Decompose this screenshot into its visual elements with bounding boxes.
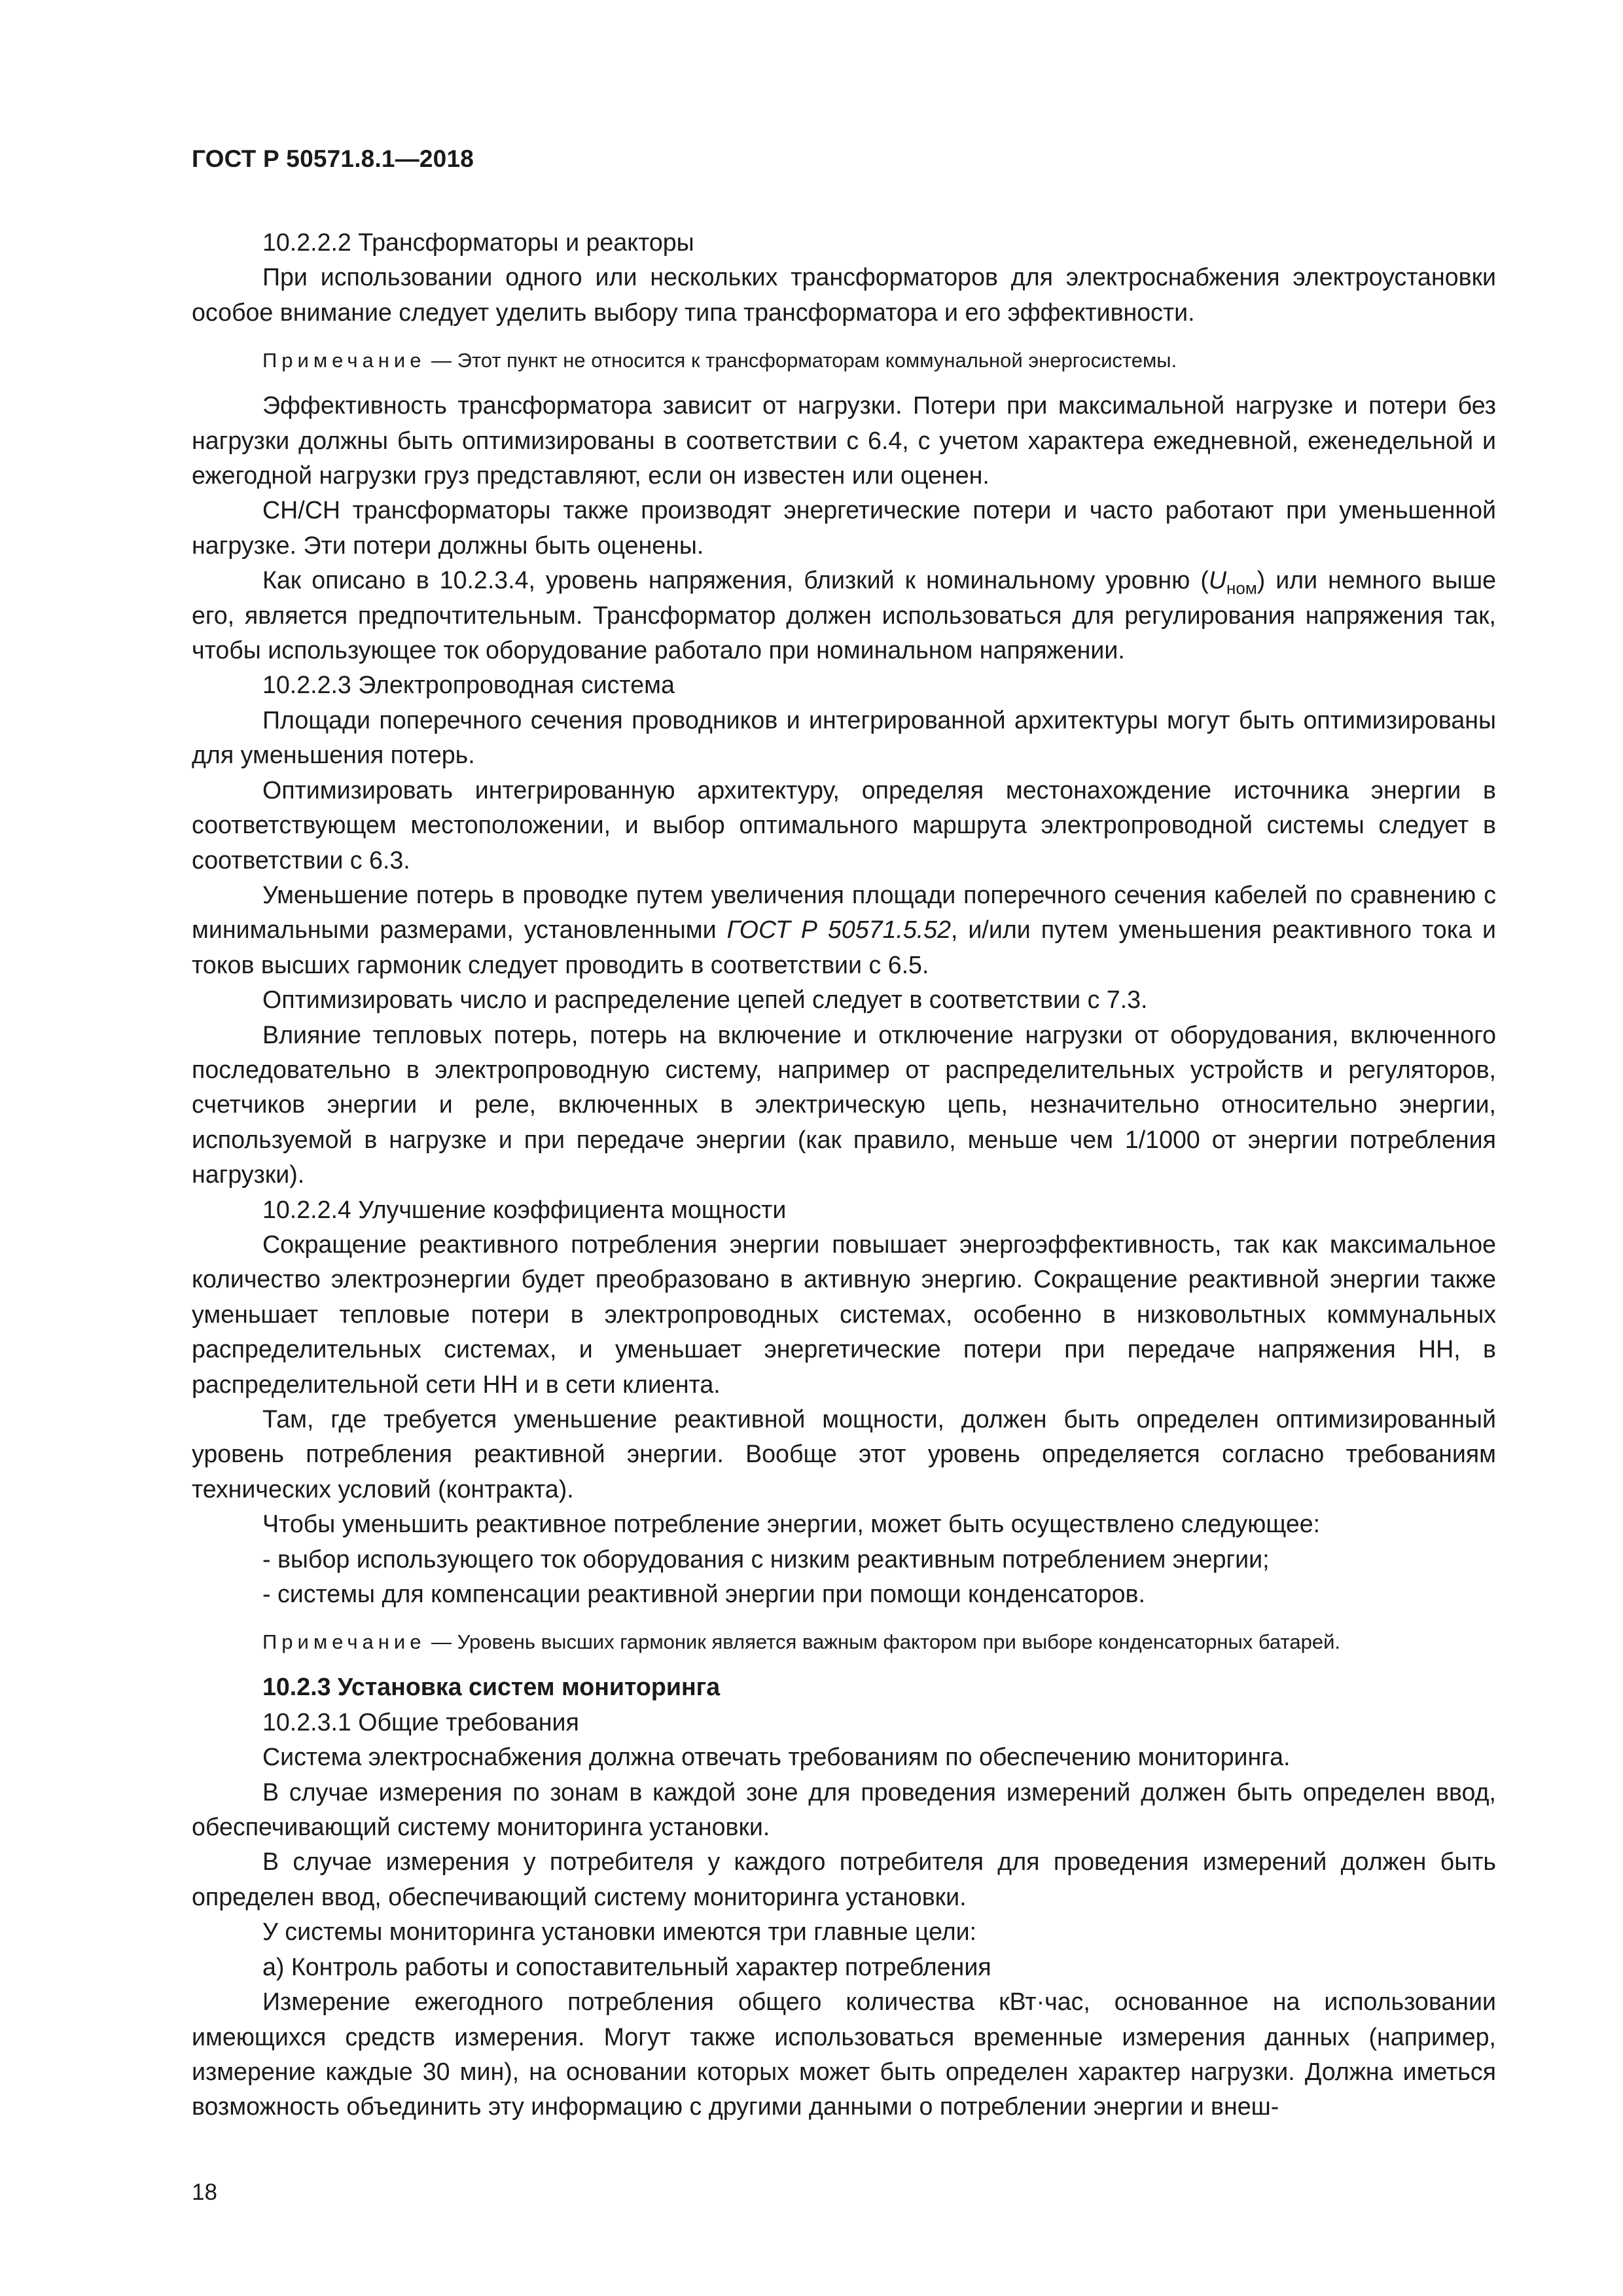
- note-label: Примечание: [262, 1630, 426, 1654]
- paragraph: Влияние тепловых потерь, потерь на включение и отключение нагрузки от оборудования, включенного последовательно в электропроводную систему, например от распределительных устройств и регуляторов, счетчиков энергии и реле, включенных в электрическую цепь, незначительно относительно энергии, используемой в нагрузке и при передаче энергии (как правило, меньше чем 1/1000 от энергии потребления нагрузки).: [192, 1020, 1496, 1189]
- note: [192, 1627, 1496, 1657]
- paragraph: Там, где требуется уменьшение реактивной мощности, должен быть определен оптимизированный уровень потребления реактивной энергии. Вообще этот уровень определяется согласно требованиям технических условий (контракта).: [192, 1405, 1496, 1503]
- paragraph: Сокращение реактивного потребления энергии повышает энергоэффективность, так как максимальное количество электроэнергии будет преобразовано в активную энергию. Сокращение реактивной энергии также уменьшает тепловые потери в электропроводных системах, особенно в низковольтных коммунальных распределительных системах, и уменьшает энергетические потери при передаче напряжения НН, в распределительной сети НН и в сети клиента.: [192, 1230, 1496, 1398]
- list-item: - выбор использующего ток оборудования с низким реактивным потреблением энергии;: [262, 1545, 1270, 1573]
- voltage-subscript: ном: [1226, 578, 1257, 598]
- text-run: Уменьшение потерь в проводке путем увеличения площади поперечного сечения кабелей по сравнению с минимальными размерами, установленными: [192, 880, 1496, 944]
- paragraph: Измерение ежегодного потребления общего количества кВт·час, основанное на использовании имеющихся средств измерения. Могут также использоваться временные измерения данных (например, измерение каждые 30 мин), на основании которых может быть определен характер нагрузки. Должна иметься возможность объединить эту информацию с другими данными о потреблении энергии и внеш-: [192, 1988, 1496, 2121]
- text-run: ) или немного выше его, является предпочтительным. Трансформатор должен использоваться для регулирования напряжения так, чтобы использующее ток оборудование работало при номинальном напряжении.: [192, 566, 1496, 664]
- paragraph: Система электроснабжения должна отвечать требованиям по обеспечению мониторинга.: [262, 1743, 1291, 1771]
- list-item: - системы для компенсации реактивной энергии при помощи конденсаторов.: [262, 1580, 1145, 1608]
- document-body: [192, 225, 1496, 2125]
- paragraph: Площади поперечного сечения проводников и интегрированной архитектуры могут быть оптимизированы для уменьшения потерь.: [192, 706, 1496, 769]
- page-number: 18: [192, 2179, 217, 2205]
- paragraph: При использовании одного или нескольких трансформаторов для электроснабжения электроустановки особое внимание следует уделить выбору типа трансформатора и его эффективности.: [192, 263, 1496, 326]
- text-run: , и/или путем уменьшения реактивного тока и токов высших гармоник следует проводить в соответствии с 6.5.: [192, 916, 1496, 978]
- paragraph: У системы мониторинга установки имеются три главные цели:: [262, 1918, 977, 1946]
- paragraph: Эффективность трансформатора зависит от нагрузки. Потери при максимальной нагрузке и потери без нагрузки должны быть оптимизированы в соответствии с 6.4, с учетом характера ежедневной, еженедельной и ежегодной нагрузки груз представляют, если он известен или оценен.: [192, 391, 1496, 490]
- paragraph: Оптимизировать интегрированную архитектуру, определяя местонахождение источника энергии в соответствующем местоположении, и выбор оптимального маршрута электропроводной системы следует в соответствии с 6.3.: [192, 776, 1496, 874]
- note-text: — Уровень высших гармоник является важным фактором при выборе конденсаторных батарей.: [425, 1630, 1340, 1654]
- paragraph: [192, 878, 1496, 982]
- document-header: ГОСТ Р 50571.8.1—2018: [192, 145, 474, 172]
- section-heading: 10.2.2.4 Улучшение коэффициента мощности: [262, 1195, 787, 1223]
- paragraph: СН/СН трансформаторы также производят энергетические потери и часто работают при уменьшенной нагрузке. Эти потери должны быть оценены.: [192, 496, 1496, 559]
- paragraph: Оптимизировать число и распределение цепей следует в соответствии с 7.3.: [262, 986, 1148, 1014]
- section-heading: 10.2.2.3 Электропроводная система: [262, 671, 675, 699]
- paragraph: [192, 563, 1496, 668]
- subsection-heading: 10.2.3 Установка систем мониторинга: [262, 1673, 721, 1701]
- note-text: — Этот пункт не относится к трансформаторам коммунальной энергосистемы.: [425, 349, 1177, 372]
- note: [192, 346, 1496, 375]
- voltage-symbol: U: [1208, 566, 1226, 594]
- note-label: Примечание: [262, 349, 426, 372]
- list-item: а) Контроль работы и сопоставительный характер потребления: [262, 1952, 991, 1981]
- section-heading: 10.2.3.1 Общие требования: [262, 1708, 579, 1736]
- text-run: Как описано в 10.2.3.4, уровень напряжения, близкий к номинальному уровню (: [262, 566, 1209, 594]
- paragraph: В случае измерения у потребителя у каждого потребителя для проведения измерений должен быть определен ввод, обеспечивающий систему мониторинга установки.: [192, 1848, 1496, 1910]
- paragraph: В случае измерения по зонам в каждой зоне для проведения измерений должен быть определен ввод, обеспечивающий систему мониторинга установки.: [192, 1778, 1496, 1841]
- standard-reference: ГОСТ Р 50571.5.52: [726, 916, 951, 944]
- paragraph: Чтобы уменьшить реактивное потребление энергии, может быть осуществлено следующее:: [262, 1510, 1321, 1538]
- section-heading: 10.2.2.2 Трансформаторы и реакторы: [262, 228, 694, 256]
